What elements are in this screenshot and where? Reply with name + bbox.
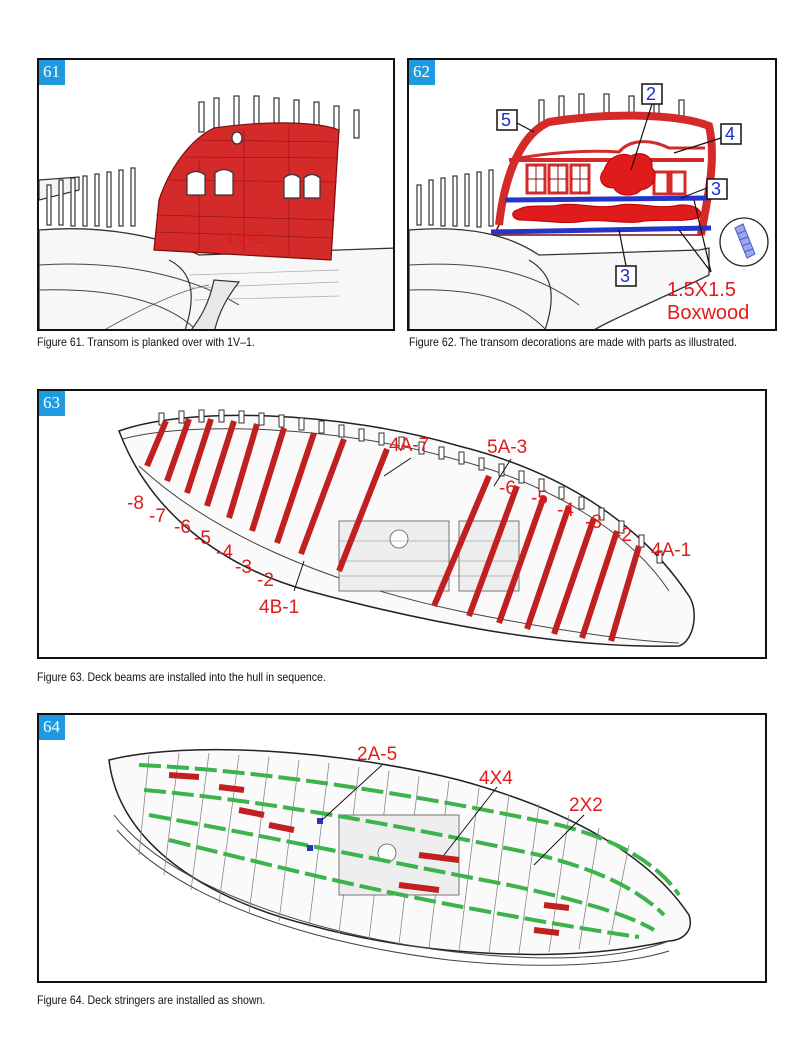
figure-62-illustration	[409, 60, 777, 331]
label-4x4: 4X4	[479, 768, 513, 789]
label-4b-1: 4B-1	[259, 597, 300, 618]
figure-63-caption: Figure 63. Deck beams are installed into the hull in sequence.	[37, 670, 326, 684]
label-3-right: -3	[585, 512, 602, 533]
figure-64-panel	[37, 713, 767, 983]
label-1v-1: 1V-1	[225, 228, 265, 249]
callout-3-upper: 3	[711, 179, 722, 199]
label-8-left: -8	[127, 493, 144, 514]
figure-63-illustration	[39, 391, 767, 659]
label-4-left: -4	[216, 542, 233, 563]
label-2-left: -2	[257, 570, 274, 591]
figure-61-number: 61	[39, 60, 65, 85]
label-5-right: -5	[531, 488, 548, 509]
figure-62-number: 62	[409, 60, 435, 85]
callout-2: 2	[646, 84, 657, 104]
figure-62-panel	[407, 58, 777, 331]
figure-61-panel	[37, 58, 395, 331]
material-name: Boxwood	[667, 302, 750, 324]
figure-63-number: 63	[39, 391, 65, 416]
label-4a-7: 4A-7	[389, 435, 430, 456]
label-5-left: -5	[194, 528, 211, 549]
label-4-right: -4	[557, 500, 574, 521]
figure-62-caption: Figure 62. The transom decorations are made with parts as illustrated.	[409, 335, 737, 349]
figure-61-caption: Figure 61. Transom is planked over with 1V–1.	[37, 335, 255, 349]
label-4a-1: 4A-1	[651, 540, 692, 561]
label-2a-5: 2A-5	[357, 744, 398, 765]
label-2x2: 2X2	[569, 795, 603, 816]
callout-3-lower: 3	[620, 266, 631, 286]
label-3-left: -3	[235, 557, 252, 578]
label-2-right: -2	[615, 525, 632, 546]
label-6-left: -6	[174, 517, 191, 538]
label-6-right: -6	[499, 478, 516, 499]
material-size: 1.5X1.5	[667, 279, 736, 301]
figure-64-number: 64	[39, 715, 65, 740]
figure-64-caption: Figure 64. Deck stringers are installed as shown.	[37, 993, 266, 1007]
label-7-left: -7	[149, 506, 166, 527]
figure-61-illustration	[39, 60, 395, 331]
callout-4: 4	[725, 124, 736, 144]
figure-63-panel	[37, 389, 767, 659]
callout-5: 5	[501, 110, 512, 130]
figure-64-illustration	[39, 715, 767, 983]
label-5a-3: 5A-3	[487, 437, 528, 458]
